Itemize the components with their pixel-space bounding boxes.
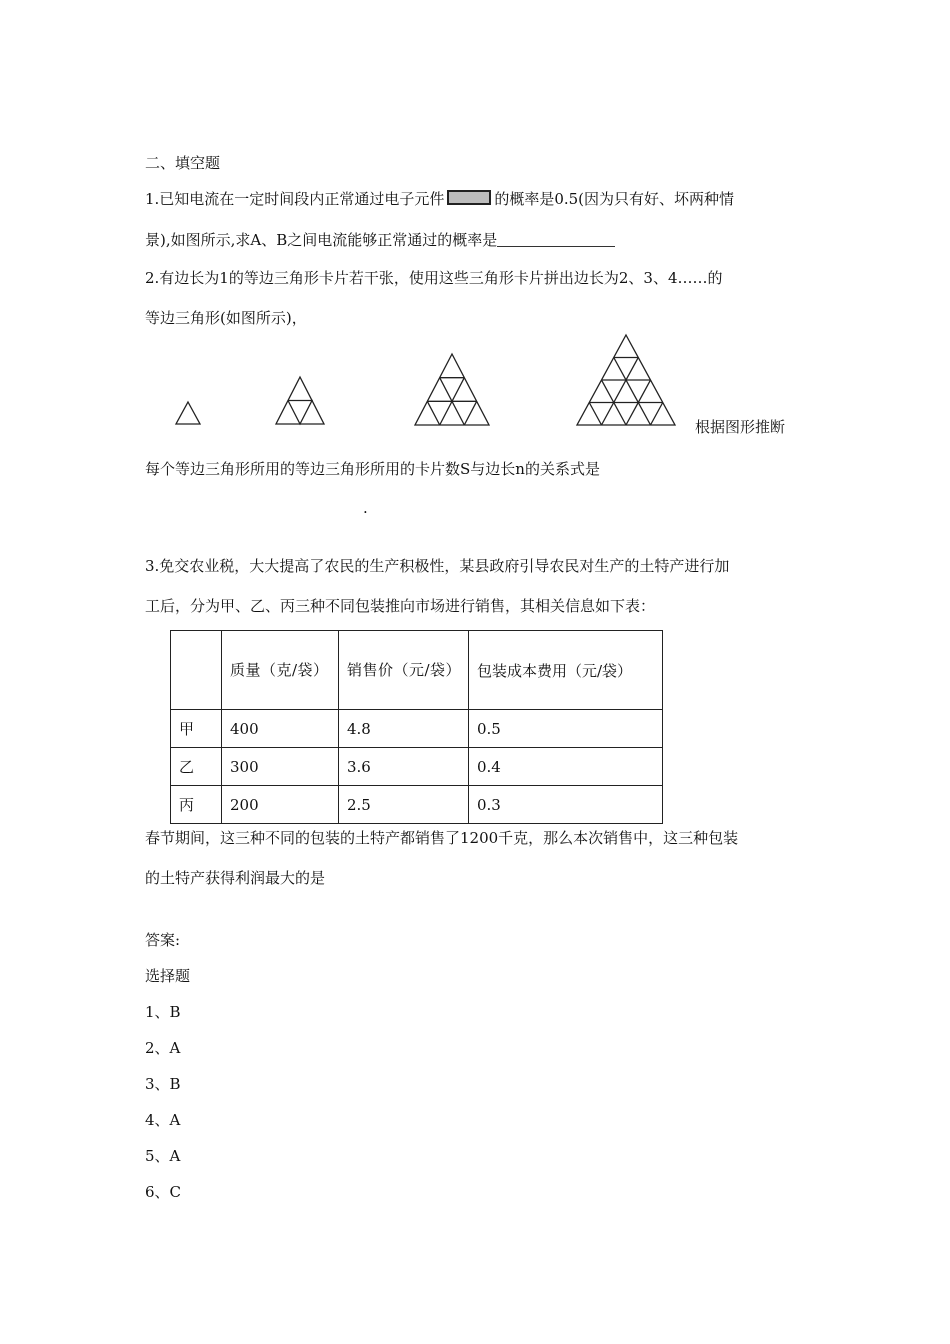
answer-item: 5、A xyxy=(145,1147,181,1165)
table-cell: 400 xyxy=(222,710,339,748)
q1-line2 xyxy=(145,230,615,250)
table-cell: 300 xyxy=(222,748,339,786)
answer-blank xyxy=(497,232,615,247)
answers-subtitle: 选择题 xyxy=(145,967,191,985)
table-row xyxy=(171,786,663,824)
q2-dot: . xyxy=(363,499,368,517)
table-cell: 0.5 xyxy=(469,710,663,748)
q1-line1-pre: 1.已知电流在一定时间段内正常通过电子元件 xyxy=(145,190,445,208)
q2-line1: 2.有边长为1的等边三角形卡片若干张，使用这些三角形卡片拼出边长为2、3、4……的 xyxy=(145,269,723,287)
q3-line3: 春节期间，这三种不同的包装的土特产都销售了1200千克，那么本次销售中，这三种包装 xyxy=(145,829,739,847)
table-cell: 4.8 xyxy=(339,710,469,748)
triangle-n3-icon xyxy=(413,352,491,427)
q1-line2-text: 景),如图所示,求A、B之间电流能够正常通过的概率是 xyxy=(145,231,498,249)
table-header-row xyxy=(171,631,663,710)
triangle-n2-icon xyxy=(274,375,326,427)
table-row xyxy=(171,710,663,748)
answer-item: 4、A xyxy=(145,1111,181,1129)
table-cell: 乙 xyxy=(171,748,222,786)
triangle-n1-icon xyxy=(174,400,202,426)
table-cell: 0.4 xyxy=(469,748,663,786)
q2-line2: 等边三角形(如图所示)， xyxy=(145,309,307,327)
product-info-table xyxy=(170,630,663,824)
q1-line1 xyxy=(145,189,734,209)
table-cell: 2.5 xyxy=(339,786,469,824)
q3-line2: 工后，分为甲、乙、丙三种不同包装推向市场进行销售，其相关信息如下表： xyxy=(145,597,656,615)
q3-line4: 的土特产获得利润最大的是 xyxy=(145,869,326,887)
table-header-cell: 质量（克/袋） xyxy=(222,631,339,710)
table-cell: 3.6 xyxy=(339,748,469,786)
answer-item: 2、A xyxy=(145,1039,181,1057)
q2-line3: 每个等边三角形所用的等边三角形所用的卡片数S与边长n的关系式是 xyxy=(145,460,600,478)
answers-title: 答案: xyxy=(145,931,181,949)
q2-side-text: 根据图形推断 xyxy=(695,418,786,436)
table-cell: 丙 xyxy=(171,786,222,824)
table-header-cell xyxy=(171,631,222,710)
table-header-cell: 销售价（元/袋） xyxy=(339,631,469,710)
table-cell: 200 xyxy=(222,786,339,824)
table-cell: 0.3 xyxy=(469,786,663,824)
electronic-component-icon xyxy=(447,190,491,205)
table-cell: 甲 xyxy=(171,710,222,748)
answer-item: 6、C xyxy=(145,1183,182,1201)
table-row xyxy=(171,748,663,786)
q3-line1: 3.免交农业税，大大提高了农民的生产积极性，某县政府引导农民对生产的土特产进行加 xyxy=(145,557,730,575)
q1-line1-post: 的概率是0.5(因为只有好、坏两种情 xyxy=(494,190,735,208)
section-title: 二、填空题 xyxy=(145,154,221,172)
table-header-cell: 包装成本费用（元/袋） xyxy=(469,631,663,710)
triangle-n4-icon xyxy=(575,333,677,427)
answer-item: 3、B xyxy=(145,1075,181,1093)
answer-item: 1、B xyxy=(145,1003,181,1021)
